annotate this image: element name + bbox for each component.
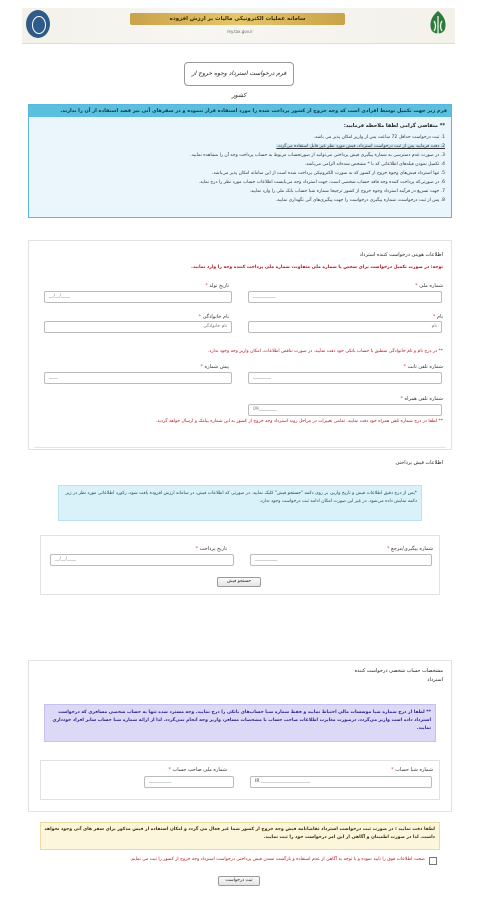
- confirm-checkbox[interactable]: [429, 857, 437, 865]
- mobile-label: شماره تلفن همراه *: [400, 396, 443, 402]
- area-code-input[interactable]: ____: [44, 372, 232, 384]
- final-notice: لطفا دقت نمایید ؛ در صورت ثبت درخواست استرداد تقاضانامه فیش وجه خروج از کشور شما غیر فعال می گردد و امکان استفاده از فیش مذکور برای سفر های آتی وجود نخواهد داشت. لذا در صورت اطمینان و آگاهی از این امر درخواست خود را ثبت نمایید.: [44, 827, 435, 840]
- identity-note: توجه: در صورت تکمیل درخواست برای شخص یا شماره ملی متفاوت، شماره ملی پرداخت کننده وجه را وارد نمایید.: [191, 265, 443, 270]
- instruction-item[interactable]: 8. پس از ثبت درخواست، شماره پیگیری درخواست را جهت پیگیری‌های آتی نگهداری نمایید.: [275, 198, 445, 203]
- sheba-input[interactable]: IR ______________________: [250, 776, 432, 788]
- birth-date-input[interactable]: __/__/____: [44, 291, 232, 303]
- identity-section-title: اطلاعات هویتی درخواست کننده استرداد: [359, 252, 443, 258]
- instruction-item: 1. ثبت درخواست حداقل 72 ساعت پس از واریز امکان پذیر می باشد.: [313, 135, 445, 140]
- page-title: فرم درخواست استرداد وجوه خروج از کشور: [184, 62, 294, 86]
- receipt-instructions: *پس از درج دقیق اطلاعات فیش و تاریخ واریز، بر روی دکمه "جستجو فیش" کلیک نمایید. در صورتی که اطلاعات فیش، در سامانه ارزش افزوده یافت شود، رکورد اطلاعاتی مورد نظر در زیر دکمه نمایش داده می‌شود. در غیر این صورت امکان ادامه ثبت درخواست وجود ندارد.: [65, 491, 417, 504]
- confirm-checkbox-label[interactable]: صحت اطلاعات فوق را تایید نموده و با توجه به آگاهی از عدم استفاده و بازگشت نشدن فیش پرداختی درخواست استرداد وجه خروج از کشور را ثبت می نمایم.: [129, 857, 425, 862]
- national-id-label: شماره ملی *: [415, 283, 443, 289]
- mobile-input[interactable]: 09________: [248, 404, 442, 416]
- owner-id-label: شماره ملی صاحب حساب *: [168, 767, 227, 773]
- instruction-item: 4. تکمیل نمودن فیلدهای اطلاعاتی که با * مشخص شده‌اند الزامی می‌باشد.: [304, 162, 445, 167]
- tracking-number-input[interactable]: __________: [250, 554, 432, 566]
- submit-request-button[interactable]: ثبت درخواست: [218, 876, 260, 886]
- last-name-input[interactable]: نام خانوادگی: [44, 321, 232, 333]
- tracking-number-label: شماره پیگیری/مرجع *: [386, 546, 433, 552]
- instructions-panel: [28, 104, 452, 218]
- instruction-item: 2. دقت فرمایید پس از ثبت درخواست استرداد، فیش مورد نظر غیر قابل استفاده می‌گردد.: [276, 144, 445, 149]
- instructions-caption: ** متقاضی گرامی لطفا ملاحظه فرمایید:: [343, 123, 445, 129]
- system-title: سامانه عملیات الکترونیکی مالیات بر ارزش افزوده: [130, 13, 345, 25]
- first-name-label: نام *: [432, 314, 443, 320]
- search-receipt-button[interactable]: جستجو فیش: [217, 577, 261, 587]
- instruction-item: 7. جهت تسریع در فرآیند استرداد وجوه خروج از کشور ترجیحا شماره شبا حساب بانک ملی را وارد نمایید.: [249, 189, 445, 194]
- divider: [34, 447, 446, 448]
- emblem-icon: [425, 9, 451, 39]
- bank-warning: ** لطفا از درج شماره شبا موسسات مالی احتیاط نمایید و فقط شماره شبا حساب‌های بانکی را درج نمایید. وجه مسترد شده تنها به حساب شخصی مسافری که درخواست استرداد داده است واریز می‌گردد، درصورت مغایرت اطلاعات صاحب حساب با مشخصات مسافر، واریز وجه انجام نمی‌گردد. لذا از ارائه شماره شبا حساب سایر افراد خودداری نمایید.: [52, 710, 431, 731]
- instructions-heading: فرم زیر جهت تکمیل توسط افرادی است که وجه خروج از کشور پرداخت شده را مورد استفاده قرار ننموده و در سفرهای آتی نیز قصد استفاده از آن را ندارند.: [29, 105, 451, 117]
- name-note: ** در درج نام و نام خانوادگی منطبق با حساب بانکی خود دقت نمایید. در صورت تناقض اطلاعات، امکان واریز وجه وجود ندارد.: [207, 349, 443, 354]
- mobile-note: ** لطفا در درج شماره تلفن همراه خود دقت نمایید. تمامی تغییرات در مراحل روند استرداد وجه خروج از کشور به این شماره پیامک و ارسال خواهد گردید.: [155, 419, 443, 424]
- birth-date-label: تاریخ تولد *: [205, 283, 229, 289]
- payment-date-label: تاریخ پرداخت *: [195, 546, 227, 552]
- first-name-input[interactable]: نام: [248, 321, 442, 333]
- owner-id-input[interactable]: __________: [144, 776, 234, 788]
- payment-date-input[interactable]: __/__/____: [50, 554, 234, 566]
- instruction-item: 6. در صورتی‌که پرداخت کننده وجه فاقد حساب شخصی است، جهت استرداد وجه می‌بایست اطلاعات حساب مورد نظر را درج نماید.: [198, 180, 445, 185]
- tax-organization-logo: [26, 10, 50, 38]
- sheba-label: شماره شبا حساب *: [391, 767, 433, 773]
- bank-section-title: مشخصات حساب شخصی درخواست کننده: [354, 668, 443, 674]
- receipt-section-title: اطلاعات فیش پرداختی: [395, 460, 443, 466]
- national-id-input[interactable]: __________: [248, 291, 442, 303]
- last-name-label: نام خانوادگی *: [198, 314, 229, 320]
- instruction-item: 3. در صورت عدم دسترسی به شماره پیگیری فیش پرداختی می‌توانید از صورتحساب مربوط به حساب پرداخت وجه آن را مشاهده نمایید.: [190, 153, 445, 158]
- site-url[interactable]: my.tax.gov.ir: [227, 29, 253, 34]
- phone-label: شماره تلفن ثابت *: [403, 364, 443, 370]
- area-code-label: پیش شماره *: [200, 364, 229, 370]
- phone-input[interactable]: ________: [248, 372, 442, 384]
- bank-section-title-cont: استرداد: [427, 677, 443, 683]
- instruction-item: 5. تنها استرداد فیش‌های وجوه خروج از کشور که به صورت الکترونیکی پرداخت شده است از این سامانه امکان پذیر می‌باشد.: [212, 171, 445, 176]
